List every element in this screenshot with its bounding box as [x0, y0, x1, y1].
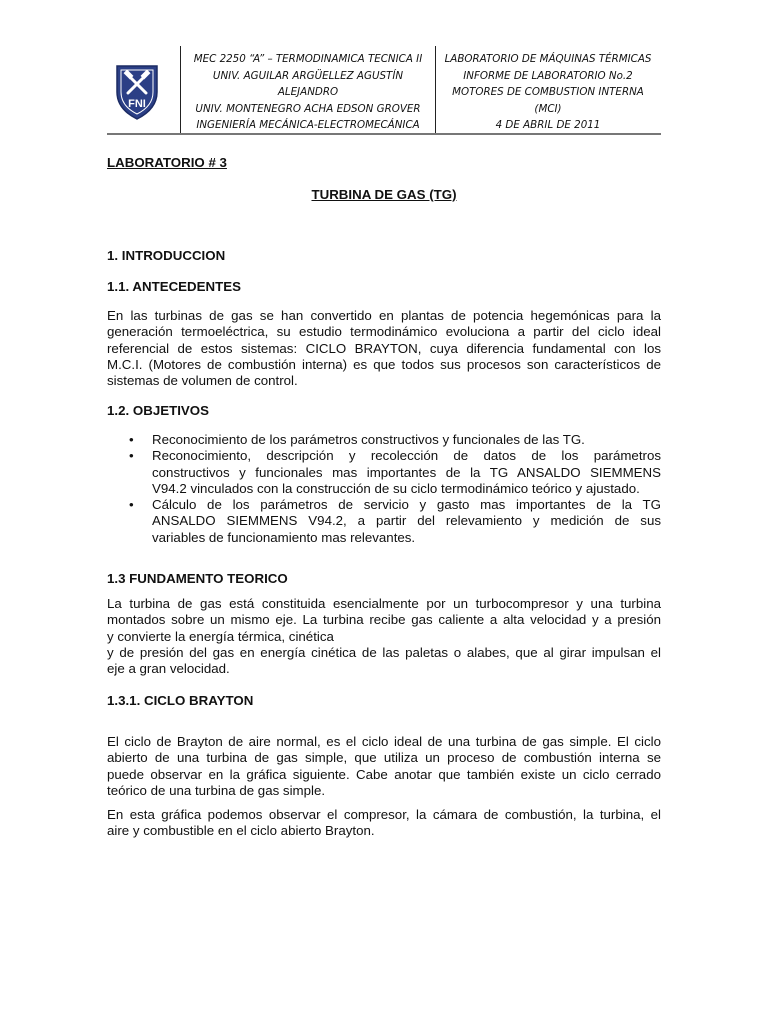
text-line: variables de funcionamiento mas relevantes.: [152, 529, 416, 545]
header-divider-left: [180, 46, 181, 134]
text-line: El ciclo de Brayton de aire normal, es el ciclo ideal de una turbina de gas simple. El ciclo: [107, 734, 661, 749]
text-line: aire y combustible en el ciclo abierto Brayton.: [107, 823, 375, 839]
list-item: [107, 432, 661, 448]
text-line: Cálculo de los parámetros de servicio y gasto mas importantes de la TG: [152, 497, 661, 513]
text-line: teórico de una turbina de gas simple.: [107, 782, 326, 798]
text-line: y convierte la energía térmica, cinética: [107, 628, 334, 644]
text-line: generación termoeléctrica, su estudio termodinámico evoluciona a partir del ciclo ideal: [107, 324, 661, 340]
header-rule: [107, 133, 661, 135]
list-item: [107, 497, 661, 546]
header-date: 4 DE ABRIL DE 2011: [495, 119, 601, 132]
main-title: TURBINA DE GAS (TG): [311, 187, 457, 202]
section-objetivos: 1.2. OBJETIVOS: [107, 403, 209, 418]
header-lab-name: LABORATORIO DE MÁQUINAS TÉRMICAS: [444, 53, 652, 65]
fni-shield-icon: [113, 62, 161, 122]
text-line: En las turbinas de gas se han convertido en plantas de potencia hegemónicas para la: [107, 308, 661, 323]
logo-text: FNI: [128, 98, 146, 110]
text-line: La turbina de gas está constituida esencialmente por un turbocompresor y una turbina: [107, 596, 661, 611]
paragraph-ciclo-brayton: [107, 734, 661, 799]
lab-title: LABORATORIO # 3: [107, 155, 227, 170]
header-report-info: [441, 51, 655, 134]
section-antecedentes: 1.1. ANTECEDENTES: [107, 279, 241, 294]
list-item: [107, 448, 661, 497]
bullet-icon: •: [129, 432, 134, 447]
section-introduccion: 1. INTRODUCCION: [107, 248, 226, 263]
paragraph-antecedentes: [107, 308, 661, 389]
text-line: M.C.I. (Motores de combustión interna) es que todos sus procesos son característicos de: [107, 356, 661, 372]
page-header: [0, 0, 768, 140]
bullet-icon: •: [129, 448, 134, 464]
text-line: ANSALDO SIEMMENS V94.2, a partir del relevamiento y medición de sus: [152, 513, 661, 529]
paragraph-grafica: [107, 807, 661, 840]
text-line: y de presión del gas en energía cinética de las paletas o alabes, que al girar impulsan el: [107, 644, 661, 660]
text-line: sistemas de volumen de control.: [107, 373, 298, 389]
text-line: En esta gráfica podemos observar el compresor, la cámara de combustión, la turbina, el: [107, 807, 661, 822]
text-line: V94.2 vinculados con la construcción de su ciclo termodinámico teórico y ajustado.: [152, 480, 640, 496]
text-line: montados sobre un mismo eje. La turbina recibe gas caliente a alta velocidad y a presión: [107, 612, 661, 628]
text-line: Reconocimiento, descripción y recolección de datos de los parámetros: [152, 448, 661, 464]
header-course: MEC 2250 “A” – TERMODINAMICA TECNICA II: [193, 53, 423, 65]
section-ciclo-brayton: 1.3.1. CICLO BRAYTON: [107, 693, 254, 708]
header-topic: MOTORES DE COMBUSTION INTERNA: [452, 86, 644, 99]
header-department: INGENIERÍA MECÁNICA-ELECTROMECÁNICA: [196, 119, 420, 132]
text-line: eje a gran velocidad.: [107, 661, 230, 677]
header-author-1: UNIV. AGUILAR ARGÜELLEZ AGUSTÍN: [212, 69, 404, 82]
text-line: abierto de una turbina de gas simple, que utiliza un proceso de combustión interna se: [107, 750, 661, 766]
text-line: Reconocimiento de los parámetros constructivos y funcionales de las TG.: [152, 432, 585, 447]
section-fundamento-teorico: 1.3 FUNDAMENTO TEORICO: [107, 571, 288, 586]
fni-logo: [113, 62, 161, 122]
paragraph-fundamento: [107, 596, 661, 677]
header-report-number: INFORME DE LABORATORIO No.2: [463, 69, 633, 82]
header-authors: [186, 51, 430, 134]
text-line: constructivos y funcionales mas importantes de la TG ANSALDO SIEMMENS: [152, 464, 661, 480]
objectives-list: [107, 432, 661, 546]
bullet-icon: •: [129, 497, 134, 513]
text-line: referencial de estos sistemas: CICLO BRAYTON, cuya diferencia fundamental con los: [107, 340, 661, 356]
text-line: puede observar en la gráfica siguiente. Cabe anotar que también existe un ciclo cerrado: [107, 766, 661, 782]
header-divider-right: [435, 46, 436, 134]
header-author-2: UNIV. MONTENEGRO ACHA EDSON GROVER: [195, 102, 421, 115]
header-author-1-cont: ALEJANDRO: [277, 86, 339, 99]
header-topic-abbr: (MCI): [534, 102, 562, 115]
